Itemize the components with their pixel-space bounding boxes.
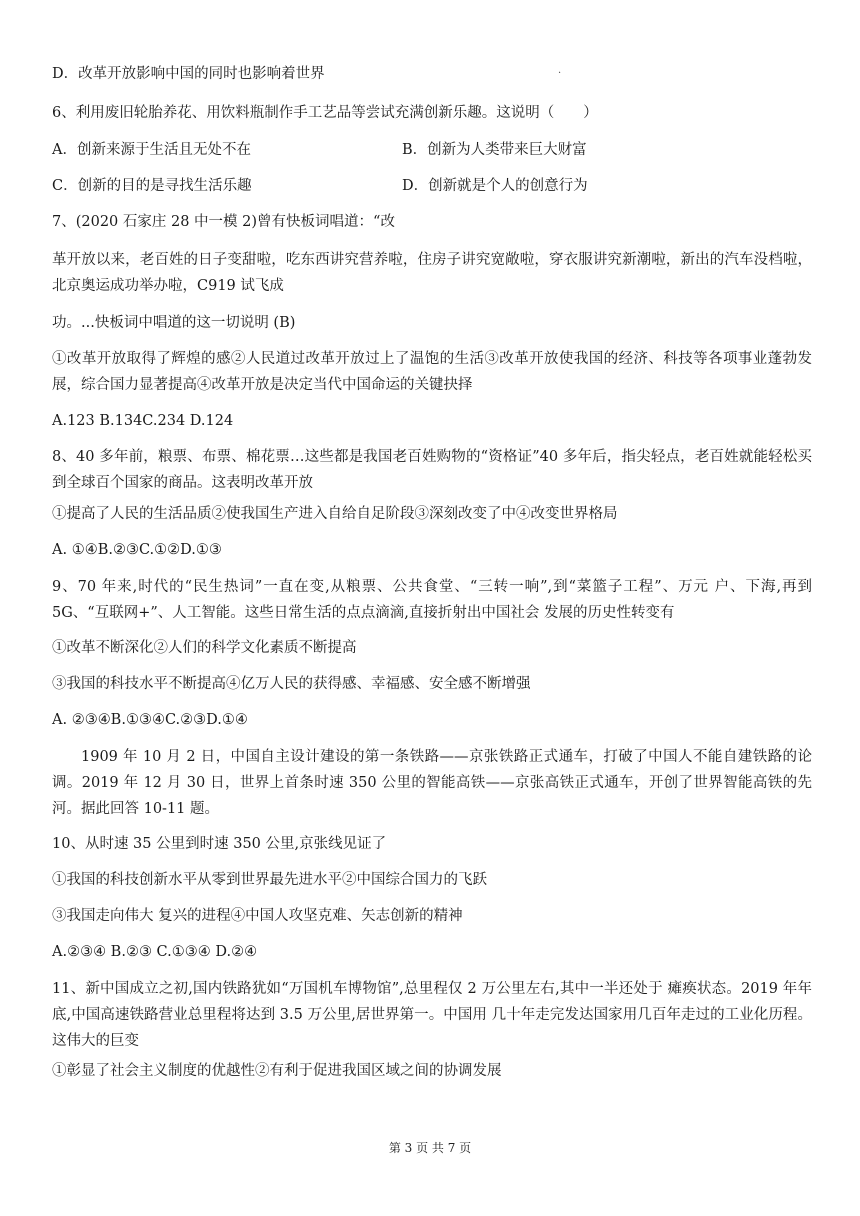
q9-statements-1: ①改革不断深化②人们的科学文化素质不断提高 [52,640,357,656]
option-d-q5: D．改革开放影响中国的同时也影响着世界 [52,66,325,82]
q8-options: A. ①④B.②③C.①②D.①③ [52,542,222,558]
question-9: 9、70 年来,时代的“民生热词”一直在变,从粮票、公共食堂、“三转一响”,到“菜篮子工程”、万元 户、下海,再到 5G、“互联网+”、人工智能。这些日常生活的点点滴滴,直接折射出中国社会 发展的历史性转变有 [52,579,812,621]
q6-options-row2 [52,173,812,199]
q6-option-c: C．创新的目的是寻找生活乐趣 [52,178,252,194]
question-7: 7、(2020 石家庄 28 中一模 2)曾有快板词唱道：“改 [52,214,395,230]
q6-options-row1 [52,137,812,163]
q7-statements: ①改革开放取得了辉煌的感②人民道过改革开放过上了温饱的生活③改革开放使我国的经济、科技等各项事业蓬勃发展，综合国力显著提高④改革开放是决定当代中国命运的关键抉择 [52,351,812,393]
page-footer: 第 3 页 共 7 页 [388,1141,472,1155]
q7-body: 革开放以来，老百姓的日子变甜啦，吃东西讲究营养啦，住房子讲究宽敞啦，穿衣服讲究新潮啦，新出的汽车没档啦，北京奥运成功举办啦，C919 试飞成 [52,252,812,294]
q7-body-end: 功。...快板词中唱道的这一切说明 (B) [52,315,296,331]
question-10: 10、从时速 35 公里到时速 350 公里,京张线见证了 [52,836,387,852]
q8-statements: ①提高了人民的生活品质②使我国生产进入自给自足阶段③深刻改变了中④改变世界格局 [52,506,618,522]
q10-options: A.②③④ B.②③ C.①③④ D.②④ [52,944,258,960]
question-11: 11、新中国成立之初,国内铁路犹如“万国机车博物馆”,总里程仅 2 万公里左右,其中一半还处于 瘫痪状态。2019 年年底,中国高速铁路营业总里程将达到 3.5 万公里,居世界第一。中国用 几十年走完发达国家用几百年走过的工业化历程。这伟大的巨变 [52,981,812,1049]
q7-options: A.123 B.134C.234 D.124 [52,413,234,429]
question-6: 6、利用废旧轮胎养花、用饮料瓶制作手工艺品等尝试充满创新乐趣。这说明（ ） [52,105,598,121]
material-passage: 1909 年 10 月 2 日，中国自主设计建设的第一条铁路——京张铁路正式通车，打破了中国人不能自建铁路的论调。2019 年 12 月 30 日，世界上首条时速 350 公里的智能高铁——京张高铁正式通车，开创了世界智能高铁的先河。据此回答 10-11 题。 [52,749,812,817]
q10-statements-2: ③我国走向伟大 复兴的进程④中国人攻坚克难、矢志创新的精神 [52,908,463,924]
q9-options: A. ②③④B.①③④C.②③D.①④ [52,712,248,728]
q6-option-b: B．创新为人类带来巨大财富 [402,142,587,158]
question-8: 8、40 多年前，粮票、布票、棉花票…这些都是我国老百姓购物的“资格证”40 多年后，指尖轻点，老百姓就能轻松买到全球百个国家的商品。这表明改革开放 [52,449,812,491]
q6-option-a: A．创新来源于生活且无处不在 [52,142,251,158]
q10-statements-1: ①我国的科技创新水平从零到世界最先进水平②中国综合国力的飞跃 [52,872,487,888]
q11-statements: ①彰显了社会主义制度的优越性②有利于促进我国区域之间的协调发展 [52,1063,502,1079]
q6-option-d: D．创新就是个人的创意行为 [402,178,588,194]
stray-mark: · [558,68,562,79]
q9-statements-2: ③我国的科技水平不断提高④亿万人民的获得感、幸福感、安全感不断增强 [52,676,531,692]
